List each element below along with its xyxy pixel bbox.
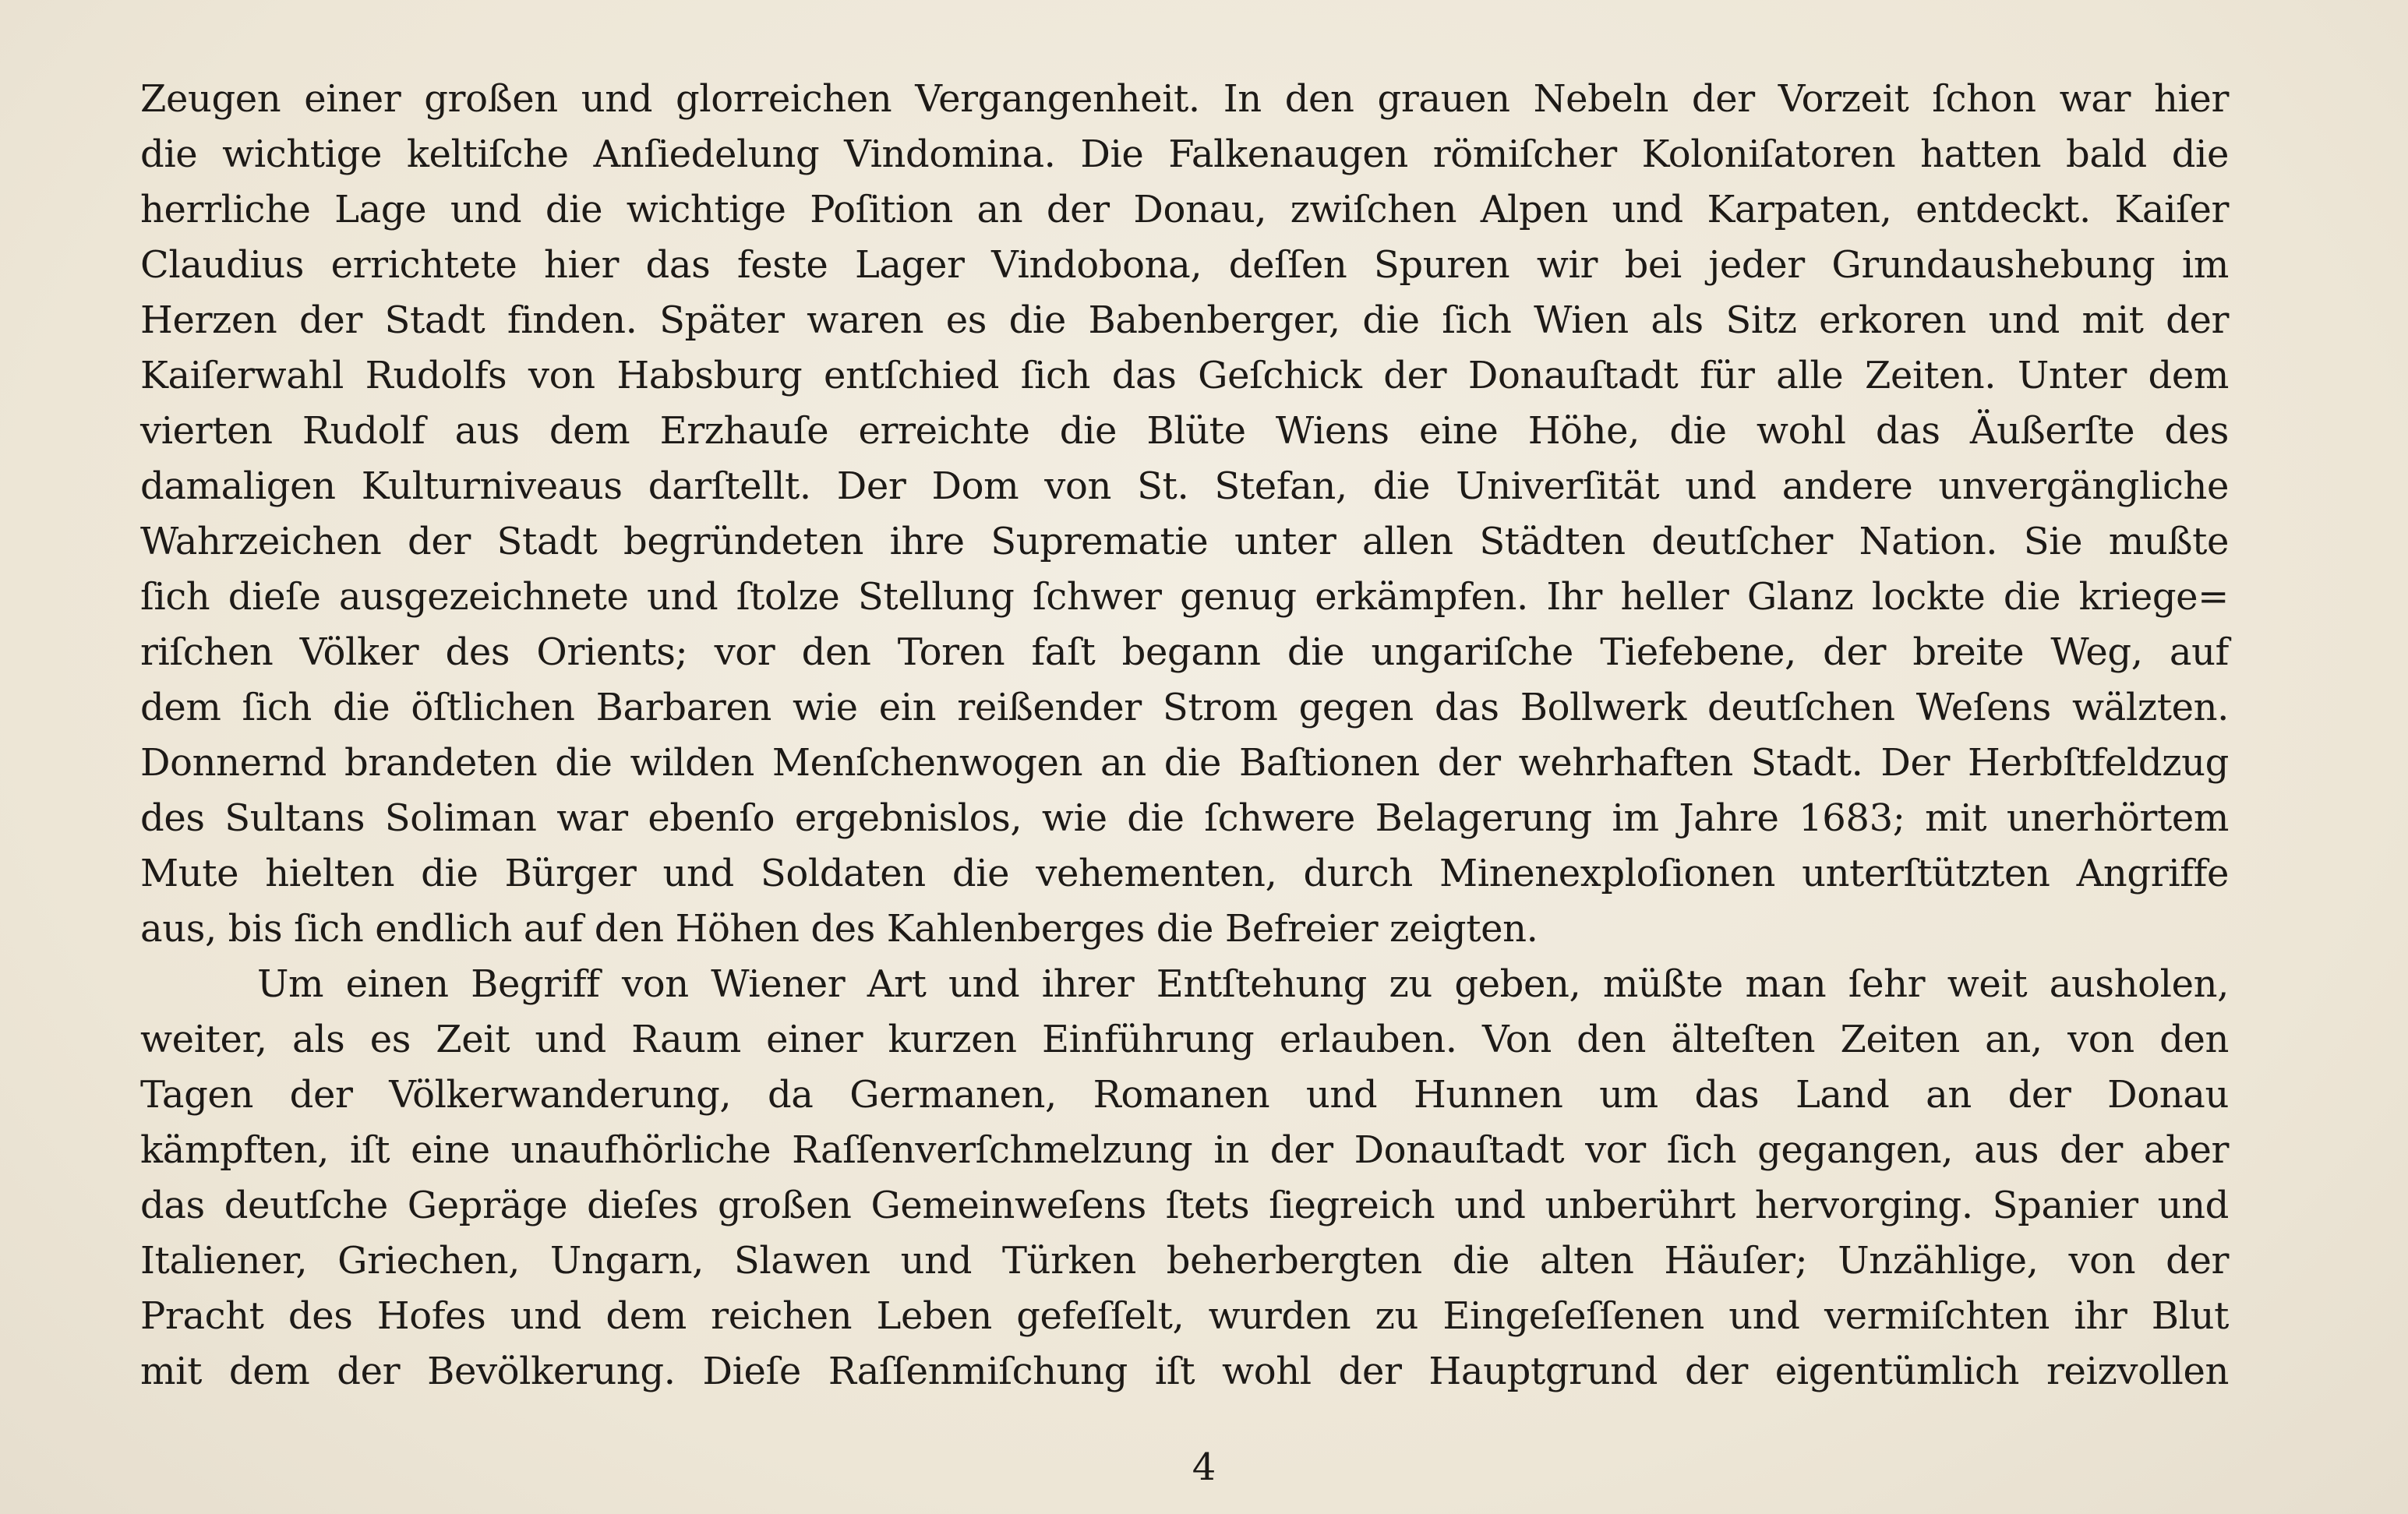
body-text [140, 72, 2229, 1399]
text-line: das deutſche Gepräge dieſes großen Gemeinweſens ſtets ſiegreich und unberührt hervorging. Spanier und [140, 1184, 2229, 1227]
text-line: Tagen der Völkerwanderung, da Germanen, Romanen und Hunnen um das Land an der Donau [140, 1073, 2229, 1117]
text-line: die wichtige keltiſche Anſiedelung Vindomina. Die Falkenaugen römiſcher Koloniſatoren hatten bald die [140, 132, 2229, 176]
text-line: damaligen Kulturniveaus darſtellt. Der Dom von St. Stefan, die Univerſität und andere unvergängliche [140, 464, 2229, 508]
text-line: Pracht des Hofes und dem reichen Leben gefeſſelt, wurden zu Eingeſeſſenen und vermiſchten ihr Blut [140, 1294, 2229, 1338]
text-line: vierten Rudolf aus dem Erzhauſe erreichte die Blüte Wiens eine Höhe, die wohl das Äußerſte des [140, 409, 2229, 453]
text-line: Italiener, Griechen, Ungarn, Slawen und Türken beherbergten die alten Häuſer; Unzählige, von der [140, 1239, 2229, 1283]
text-line: herrliche Lage und die wichtige Poſition an der Donau, zwiſchen Alpen und Karpaten, entdeckt. Kaiſer [140, 188, 2229, 231]
text-line: ſich dieſe ausgezeichnete und ſtolze Stellung ſchwer genug erkämpfen. Ihr heller Glanz lockte die kriege= [140, 575, 2229, 619]
text-line: mit dem der Bevölkerung. Dieſe Raſſenmiſchung iſt wohl der Hauptgrund der eigentümlich reizvollen [140, 1350, 2229, 1393]
text-line: Wahrzeichen der Stadt begründeten ihre Suprematie unter allen Städten deutſcher Nation. Sie mußte [140, 520, 2229, 563]
text-line: kämpften, iſt eine unaufhörliche Raſſenverſchmelzung in der Donauſtadt vor ſich gegangen, aus der aber [140, 1128, 2229, 1172]
text-line: aus, bis ſich endlich auf den Höhen des Kahlenberges die Befreier zeigten. [140, 907, 1538, 951]
paragraph-1 [140, 72, 2229, 957]
text-line: Claudius errichtete hier das feste Lager Vindobona, deſſen Spuren wir bei jeder Grundaushebung im [140, 243, 2229, 287]
text-line: des Sultans Soliman war ebenſo ergebnislos, wie die ſchwere Belagerung im Jahre 1683; mit unerhörtem [140, 796, 2229, 840]
text-line: Herzen der Stadt finden. Später waren es die Babenberger, die ſich Wien als Sitz erkoren und mit der [140, 298, 2229, 342]
text-line: riſchen Völker des Orients; vor den Toren faſt begann die ungariſche Tiefebene, der breite Weg, auf [140, 630, 2229, 674]
text-line: Zeugen einer großen und glorreichen Vergangenheit. In den grauen Nebeln der Vorzeit ſchon war hier [140, 77, 2229, 121]
text-line: Mute hielten die Bürger und Soldaten die vehementen, durch Minenexploſionen unterſtützten Angriffe [140, 852, 2229, 895]
text-line: Donnernd brandeten die wilden Menſchenwogen an die Baſtionen der wehrhaften Stadt. Der Herbſtfeldzug [140, 741, 2229, 785]
paragraph-2 [140, 957, 2229, 1399]
text-line: dem ſich die öſtlichen Barbaren wie ein reißender Strom gegen das Bollwerk deutſchen Weſens wälzten. [140, 686, 2229, 729]
page-number: 4 [1192, 1445, 1216, 1489]
text-line: Um einen Begriff von Wiener Art und ihrer Entſtehung zu geben, müßte man ſehr weit ausholen, [257, 962, 2229, 1006]
text-line: Kaiſerwahl Rudolfs von Habsburg entſchied ſich das Geſchick der Donauſtadt für alle Zeiten. Unter dem [140, 354, 2229, 397]
text-line: weiter, als es Zeit und Raum einer kurzen Einführung erlauben. Von den älteſten Zeiten an, von den [140, 1018, 2229, 1061]
